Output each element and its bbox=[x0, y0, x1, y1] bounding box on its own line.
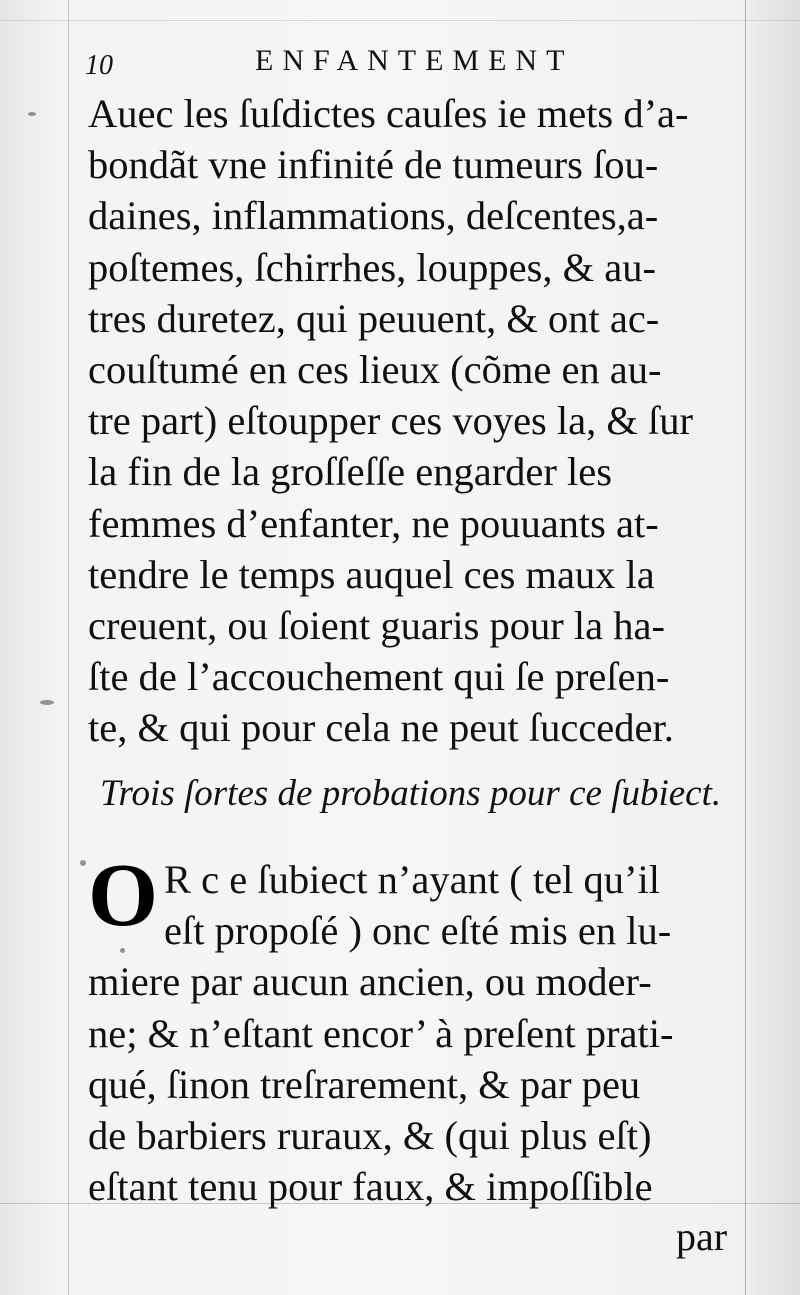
text-line: miere par aucun ancien, ou moder- bbox=[88, 959, 652, 1005]
text-line: ſte de l’accouchement qui ſe preſen- bbox=[88, 654, 670, 700]
page-header bbox=[85, 44, 735, 84]
margin-rule-left bbox=[68, 0, 69, 1295]
running-head: ENFANTEMENT bbox=[255, 44, 574, 77]
page-edge-top bbox=[0, 20, 800, 21]
text-line: ne; & n’eſtant encor’ à preſent prati- bbox=[88, 1010, 674, 1056]
catchword: par bbox=[676, 1214, 728, 1259]
drop-cap-letter: O bbox=[88, 846, 159, 945]
text-line: R c e ſubiect n’ayant ( tel qu’il bbox=[164, 857, 660, 902]
ink-speck bbox=[120, 948, 125, 953]
text-line: qué, ſinon treſrarement, & par peu bbox=[88, 1061, 641, 1107]
text-line: bondãt vne infinité de tumeurs ſou- bbox=[88, 142, 659, 188]
text-line: eſtant tenu pour faux, & impoſſible bbox=[88, 1164, 653, 1210]
text-line: tre part) eſtoupper ces voyes la, & ſur bbox=[88, 398, 694, 444]
section-paragraph bbox=[88, 846, 738, 1213]
body-paragraph bbox=[88, 88, 738, 753]
ink-speck bbox=[80, 860, 86, 866]
text-line: femmes d’enfanter, ne pouuants at- bbox=[88, 500, 659, 546]
ink-speck bbox=[40, 700, 54, 705]
text-line: tres duretez, qui peuuent, & ont ac- bbox=[88, 295, 660, 341]
page-number: 10 bbox=[85, 50, 113, 81]
text-line: te, & qui pour cela ne peut ſucceder. bbox=[88, 705, 674, 751]
text-line: couſtumé en ces lieux (cõme en au- bbox=[88, 346, 662, 392]
margin-rule-right bbox=[745, 0, 746, 1295]
text-line: creuent, ou ſoient guaris pour la ha- bbox=[88, 602, 665, 648]
text-line: la fin de la groſſeſſe engarder les bbox=[88, 449, 613, 495]
text-line: poſtemes, ſchirrhes, louppes, & au- bbox=[88, 244, 656, 290]
text-line: de barbiers ruraux, & (qui plus eſt) bbox=[88, 1112, 652, 1158]
section-subheading: Trois ſortes de probations pour ce ſubiect. bbox=[100, 773, 722, 814]
text-line: eſt propoſé ) onc eſté mis en lu- bbox=[164, 908, 672, 954]
text-line: tendre le temps auquel ces maux la bbox=[88, 551, 655, 597]
text-line: daines, inflammations, deſcentes,a- bbox=[88, 193, 659, 239]
text-line: Auec les ſuſdictes cauſes ie mets d’a- bbox=[88, 91, 689, 136]
ink-speck bbox=[28, 112, 36, 116]
